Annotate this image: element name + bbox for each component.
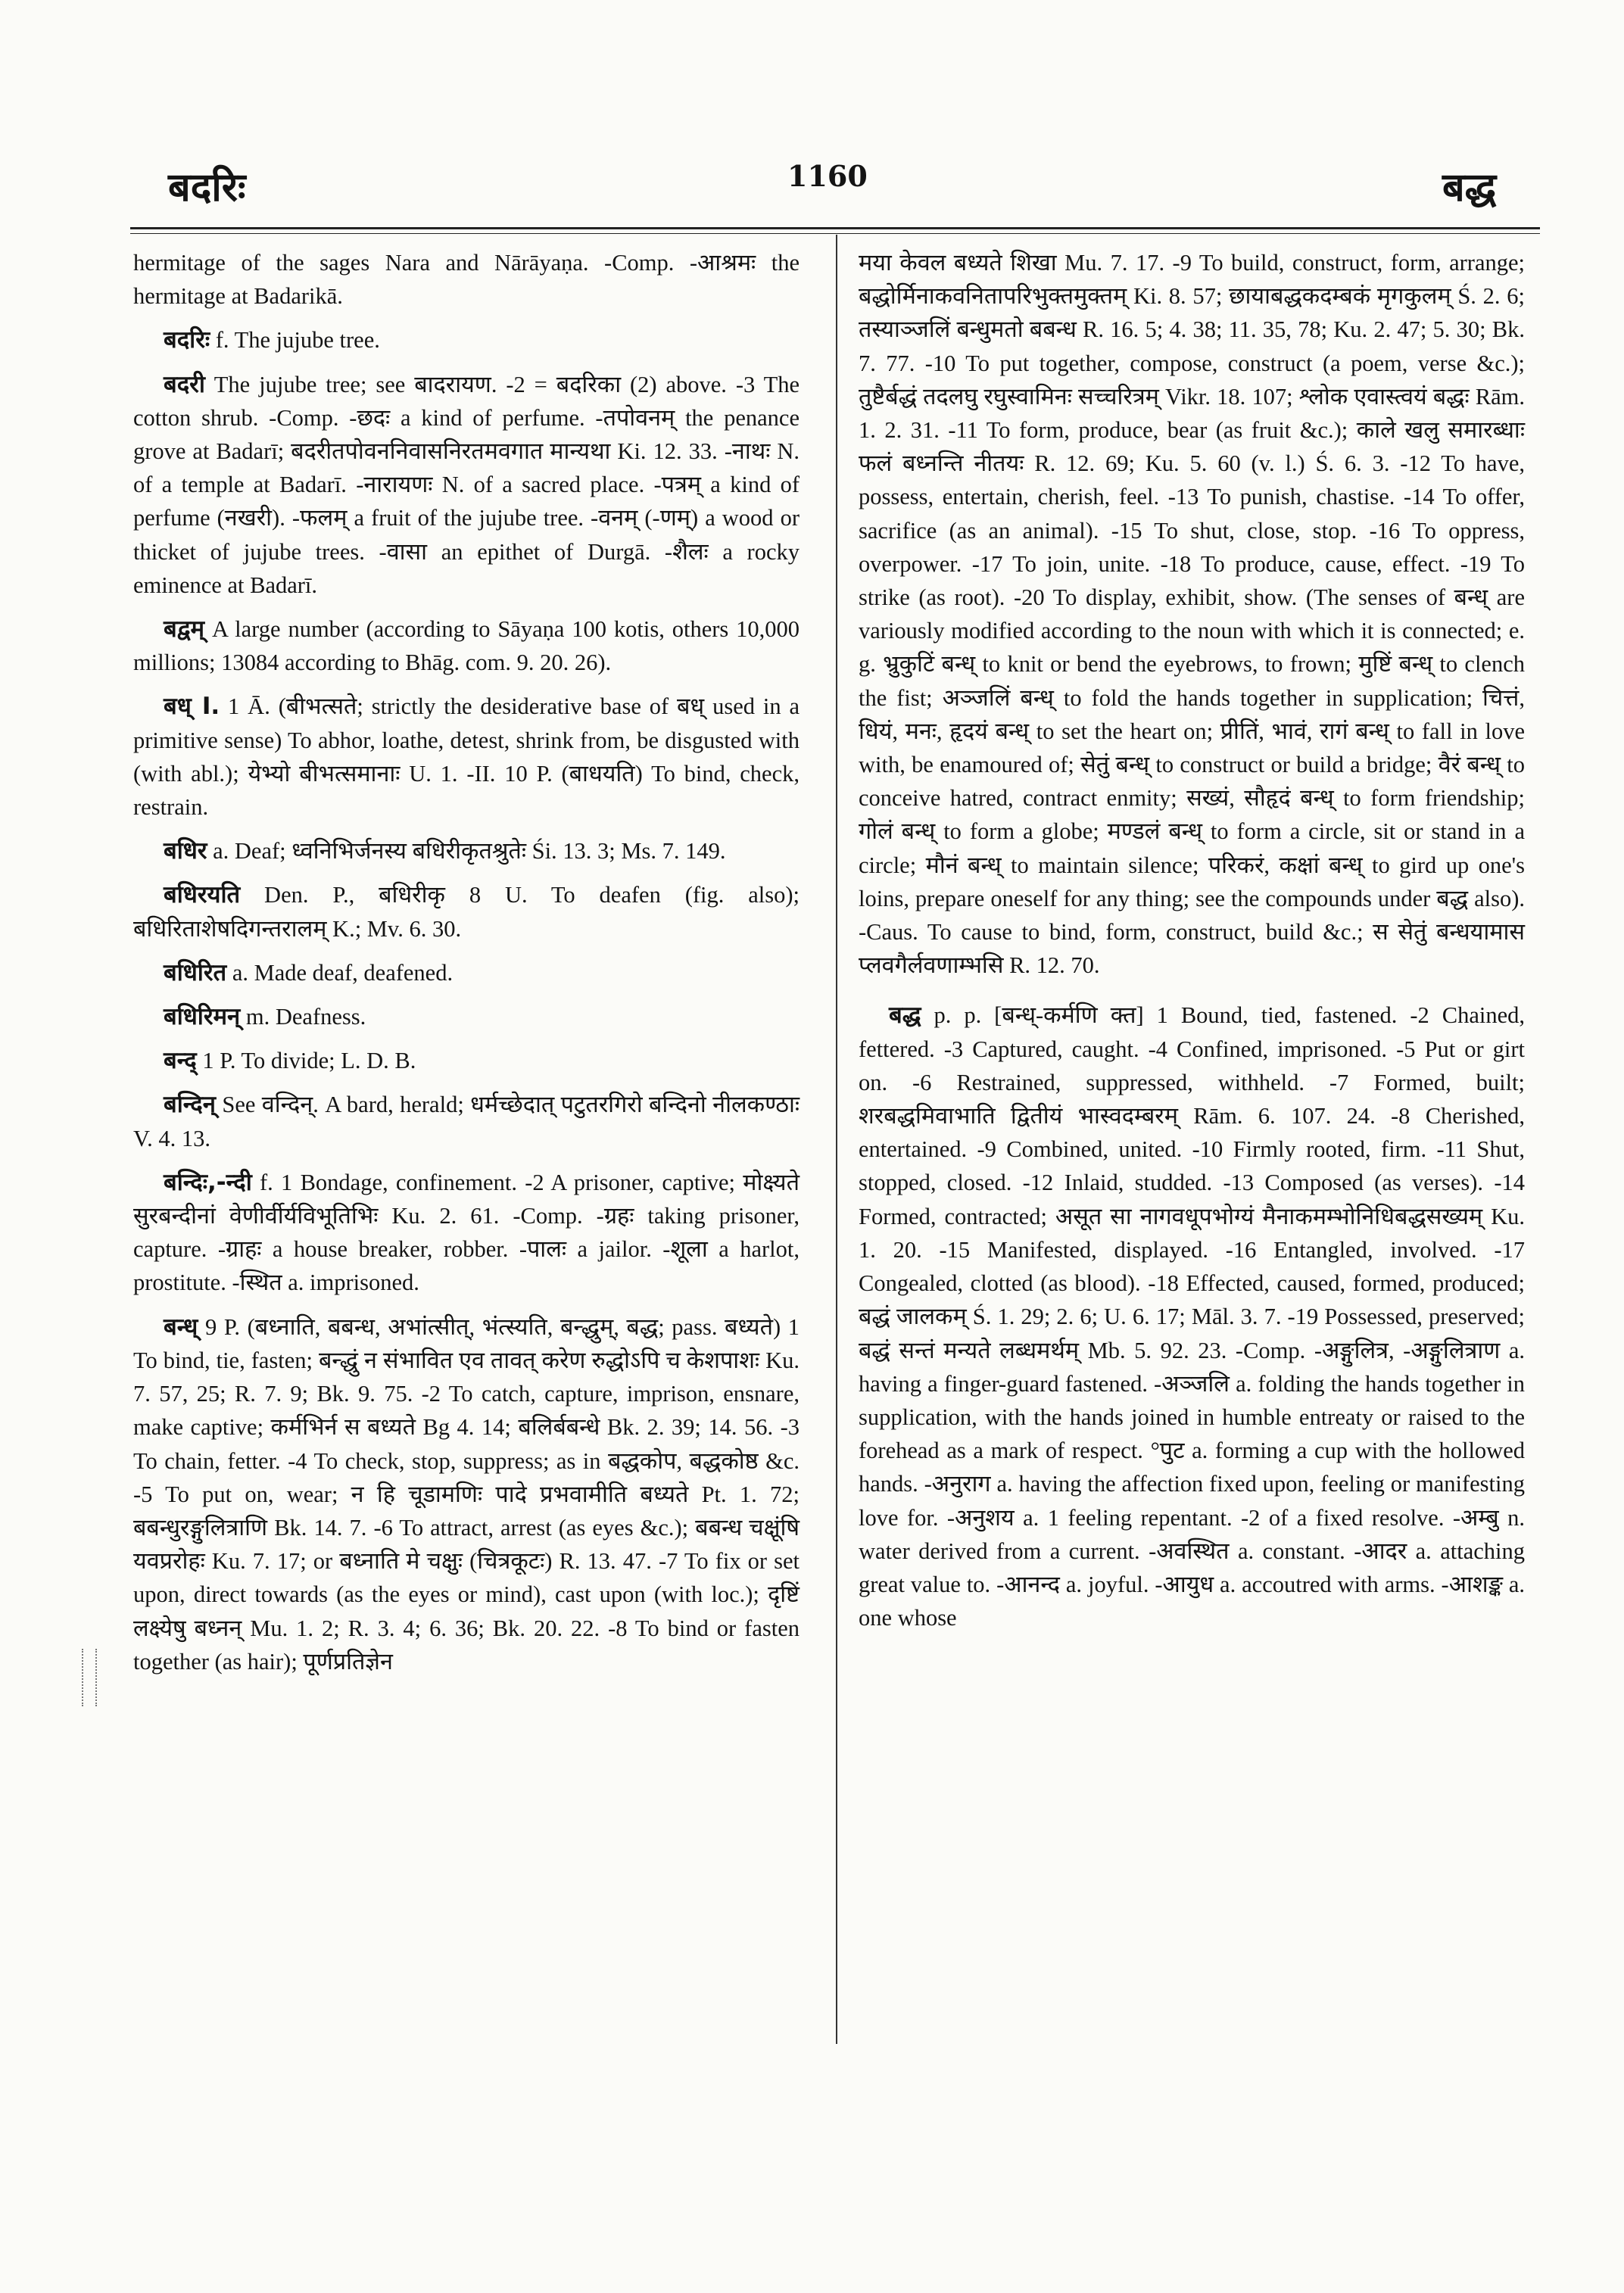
dictionary-entry (133, 690, 800, 824)
entry-text: 1 Ā. (बीभत्सते; strictly the desiderative base of बध् used in a primitive sense) To abhor, loathe, detest, shrink from, be disgusted with (with abl.); येभ्यो बीभत्समानाः U. 1. -II. 10 P. (बाधयति) To bind, check, restrain. (133, 693, 800, 821)
dictionary-entry (133, 1088, 800, 1154)
entry-text: a. Deaf; ध्वनिभिर्जनस्य बधिरीकृतश्रुतेः Śi. 13. 3; Ms. 7. 149. (213, 838, 726, 865)
header-rule-thin (130, 233, 1540, 234)
entry-headword: बधिरित (164, 958, 227, 986)
entry-headword: बद्वम् (164, 615, 205, 643)
dictionary-entry (859, 246, 1525, 982)
entry-headword: बधिर (164, 837, 207, 865)
entry-text: A large number (according to Sāyaṇa 100 kotis, others 10,000 millions; 13084 according to Bhāg. com. 9. 20. 26). (133, 616, 800, 676)
entry-headword: बधिरयति (164, 881, 241, 909)
entry-text: f. The jujube tree. (215, 327, 380, 354)
entry-text: f. 1 Bondage, confinement. -2 A prisoner, captive; मोक्ष्यते सुरबन्दीनां वेणीर्वीर्यविभूतिभिः Ku. 2. 61. -Comp. -ग्रहः taking prisoner, capture. -ग्राहः a house breaker, robber. -पालः a jailor. -शूला a harlot, prostitute. -स्थित a. imprisoned. (133, 1169, 800, 1296)
entry-headword: बधिरिमन् (164, 1003, 241, 1031)
entry-text: See वन्दिन्. A bard, herald; धर्मच्छेदात् पटुतरगिरो बन्दिनो नीलकण्ठाः V. 4. 13. (133, 1092, 800, 1151)
dictionary-entry (133, 878, 800, 945)
dictionary-entry (133, 612, 800, 679)
entry-text: m. Deafness. (245, 1004, 366, 1030)
entry-headword: बदरी (164, 370, 205, 398)
entry-text: 9 P. (बध्नाति, बबन्ध, अभांत्सीत्, भंत्स्यति, बन्द्धुम्, बद्ध; pass. बध्यते) 1 To bind, tie, fasten; बन्द्धुं न संभावित एव तावत् करेण रुद्धोऽपि च केशपाशः Ku. 7. 57, 25; R. 7. 9; Bk. 9. 75. -2 To catch, capture, imprison, ensnare, make captive; कर्मभिर्न स बध्यते Bg 4. 14; बलिर्बबन्धे Bk. 2. 39; 14. 56. -3 To chain, fetter. -4 To check, stop, suppress; as in बद्धकोप, बद्धकोष्ठ &c. -5 To put on, wear; न हि चूडामणिः पादे प्रभवामीति बध्यते Pt. 1. 72; बबन्धुरङ्गुलित्राणि Bk. 14. 7. -6 To attract, arrest (as eyes &c.); बबन्ध चक्षूंषि यवप्ररोहः Ku. 7. 17; or बध्नाति मे चक्षुः (चित्रकूटः) R. 13. 47. -7 To fix or set upon, direct towards (as the eyes or mind), cast upon (with loc.); दृष्टिं लक्ष्येषु बध्नन् Mu. 1. 2; R. 3. 4; 6. 36; Bk. 20. 22. -8 To bind or fasten together (as hair); पूर्णप्रतिज्ञेन (133, 1313, 800, 1675)
running-head-right: बद्ध (1442, 164, 1497, 210)
dictionary-entry (859, 999, 1525, 1634)
entry-text: The jujube tree; see बादरायण. -2 = बदरिका (2) above. -3 The cotton shrub. -Comp. -छदः a kind of perfume. -तपोवनम् the penance grove at Badarī; बदरीतपोवननिवासनिरतमवगात मान्यथा Ki. 12. 33. -नाथः N. of a temple at Badarī. -नारायणः N. of a sacred place. -पत्रम् a kind of perfume (नखरी). -फलम् a fruit of the jujube tree. -वनम् (-णम्) a wood or thicket of jujube trees. -वासा an epithet of Durgā. -शैलः a rocky eminence at Badarī. (133, 371, 800, 598)
dictionary-entry (133, 1166, 800, 1300)
entry-text: p. p. [बन्ध्-कर्मणि क्त] 1 Bound, tied, fastened. -2 Chained, fettered. -3 Captured, caught. -4 Confined, imprisoned. -5 Put or girt on. -6 Restrained, suppressed, withheld. -7 Formed, built; शरबद्धमिवाभाति द्वितीयं भास्वदम्बरम् Rām. 6. 107. 24. -8 Cherished, entertained. -9 Combined, united. -10 Firmly rooted, firm. -11 Shut, stopped, closed. -12 Inlaid, studded. -13 Composed (as verses). -14 Formed, contracted; असूत सा नागवधूपभोग्यं मैनाकमम्भोनिधिबद्धसख्यम् Ku. 1. 20. -15 Manifested, displayed. -16 Entangled, involved. -17 Congealed, clotted (as blood). -18 Effected, caused, formed, produced; बद्धं जालकम् Ś. 1. 29; 2. 6; U. 6. 17; Māl. 3. 7. -19 Possessed, preserved; बद्धं सन्तं मन्यते लब्धमर्थम् Mb. 5. 92. 23. -Comp. -अङ्गुलित्र, -अङ्गुलित्राण a. having a finger-guard fastened. -अञ्जलि a. folding the hands together in supplication, with the hands joined in humble entreaty or raised to the forehead as a mark of respect. °पुट a. forming a cup with the hollowed hands. -अनुराग a. having the affection fixed upon, feeling or manifesting love for. -अनुशय a. 1 feeling repentant. -2 of a fixed resolve. -अम्बु n. water derived from a current. -अवस्थित a. constant. -आदर a. attaching great value to. -आनन्द a. joyful. -आयुध a. accoutred with arms. -आशङ्क a. one whose (859, 1002, 1525, 1631)
column-separator (836, 235, 837, 2044)
dictionary-entry (133, 1000, 800, 1033)
left-column (133, 246, 800, 1689)
entry-text: 1 P. To divide; L. D. B. (202, 1048, 416, 1074)
dictionary-entry (133, 323, 800, 357)
entry-headword: बद्ध (889, 1002, 921, 1030)
dictionary-entry (133, 834, 800, 868)
entry-text: Den. P., बधिरीकृ 8 U. To deafen (fig. also); बधिरिताशेषदिगन्तरालम् K.; Mv. 6. 30. (133, 882, 800, 942)
entry-text: a. Made deaf, deafened. (232, 959, 454, 986)
dictionary-entry (133, 1044, 800, 1077)
page-number: 1160 (787, 159, 868, 193)
right-column (859, 246, 1525, 1645)
entry-headword: बन्दिन् (164, 1091, 216, 1119)
entry-text: मया केवल बध्यते शिखा Mu. 7. 17. -9 To build, construct, form, arrange; बद्धोर्मिनाकवनितापरिभुक्तमुक्तम् Ki. 8. 57; छायाबद्धकदम्बकं मृगकुलम् Ś. 2. 6; तस्याञ्जलिं बन्धुमतो बबन्ध R. 16. 5; 4. 38; 11. 35, 78; Ku. 2. 47; 5. 30; Bk. 7. 77. -10 To put together, compose, construct (a poem, verse &c.); तुष्टैर्बद्धं तदलघु रघुस्वामिनः सच्चरित्रम् Vikr. 18. 107; श्लोक एवास्त्वयं बद्धः Rām. 1. 2. 31. -11 To form, produce, bear (as fruit &c.); काले खलु समारब्धाः फलं बध्नन्ति नीतयः R. 12. 69; Ku. 5. 60 (v. l.) Ś. 6. 3. -12 To have, possess, entertain, cherish, feel. -13 To punish, chastise. -14 To offer, sacrifice (as an animal). -15 To shut, close, stop. -16 To oppress, overpower. -17 To join, unite. -18 To produce, cause, effect. -19 To strike (as root). -20 To display, exhibit, show. (The senses of बन्ध् are variously modified according to the noun with which it is connected; e. g. भ्रुकुटिं बन्ध् to knit or bend the eyebrows, to frown; मुष्टिं बन्ध् to clench the fist; अञ्जलिं बन्ध् to fold the hands together in supplication; चित्तं, धियं, मनः, हृदयं बन्ध् to set the heart on; प्रीतिं, भावं, रागं बन्ध् to fall in love with, be enamoured of; सेतुं बन्ध् to construct or build a bridge; वैरं बन्ध् to conceive hatred, contract enmity; सख्यं, सौहृदं बन्ध् to form friendship; गोलं बन्ध् to form a globe; मण्डलं बन्ध् to form a circle, sit or stand in a circle; मौनं बन्ध् to maintain silence; परिकरं, कक्षां बन्ध् to gird up one's loins, prepare oneself for any thing; see the compounds under बद्ध also). -Caus. To cause to bind, form, construct, build &c.; स सेतुं बन्धयामास प्लवगैर्लवणाम्भसि R. 12. 70. (859, 250, 1525, 979)
entry-headword: बन्दिः,-न्दी (164, 1168, 252, 1196)
dictionary-entry (133, 1310, 800, 1678)
dictionary-entry (133, 368, 800, 602)
entry-headword: बन्द् (164, 1047, 197, 1075)
header-rule (130, 227, 1540, 229)
dictionary-entry (133, 246, 800, 313)
entry-headword: बध् I. (164, 693, 220, 721)
dictionary-entry (133, 956, 800, 989)
margin-mark (82, 1649, 97, 1706)
running-head-left: बदरिः (168, 164, 246, 210)
entry-text: hermitage of the sages Nara and Nārāyaṇa. -Comp. -आश्रमः the hermitage at Badarikā. (133, 250, 800, 310)
entry-headword: बन्ध् (164, 1313, 198, 1341)
entry-headword: बदरिः (164, 326, 210, 354)
